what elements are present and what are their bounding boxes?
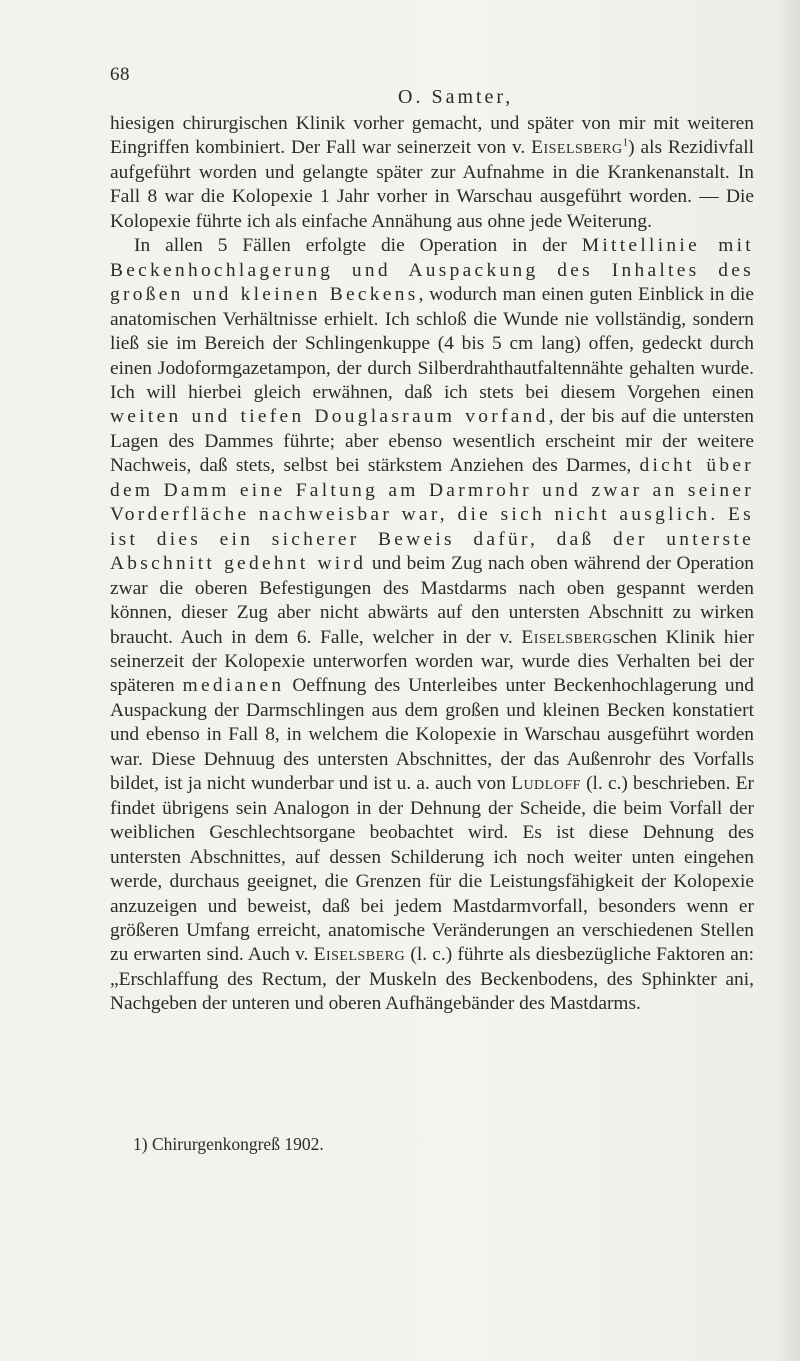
body-text — [110, 112, 754, 1017]
author-name-eiselsberg: Eiselsberg — [531, 137, 623, 159]
author-name-eiselsberg: Eiselsberg — [313, 944, 406, 966]
emphasis-text: dicht über dem Damm eine Faltung am Darmrohr und zwar an seiner Vorderfläche nachweisbar war, die sich nicht ausglich. Es ist dies ein sicherer Beweis dafür, daß der unterste Abschnitt gedehnt wird — [110, 455, 755, 575]
page-number: 68 — [110, 64, 130, 85]
footnote: 1) Chirurgenkongreß 1902. — [133, 1134, 324, 1154]
paragraph-2: In allen 5 Fällen erfolgte die Operation in der Mittellinie mit Beckenhochlagerung und Auspackung des Inhaltes des großen und kleinen Beckens, wodurch man einen guten Einblick in die anatomischen Verhältnisse erhielt. Ich schloß die Wunde nie vollständig, sondern ließ sie im Bereich der Schlingenkuppe (4 bis 5 cm lang) offen, gedeckt durch einen Jodoformgazetampon, der durch Silberdrahthautfaltennähte gehalten wurde. Ich will hierbei gleich erwähnen, daß ich stets bei diesem Vorgehen einen weiten und tiefen Douglasraum vorfand, der bis auf die untersten Lagen des Dammes führte; aber ebenso wesentlich erscheint mir der weitere Nachweis, daß stets, selbst bei stärkstem Anziehen des Darmes, dicht über dem Damm eine Faltung am Darmrohr und zwar an seiner Vorderfläche nachweisbar war, die sich nicht ausglich. Es ist dies ein sicherer Beweis dafür, daß der unterste Abschnitt gedehnt wird und beim Zug nach oben während der Operation zwar die oberen Befestigungen des Mastdarms nach oben gespannt werden können, dieser Zug aber nicht abwärts auf den untersten Abschnitt zu wirken braucht. Auch in dem 6. Falle, welcher in der v. Eiselsbergschen Klinik hier seinerzeit der Kolopexie unterworfen worden war, wurde dies Verhalten bei der späteren medianen Oeffnung des Unterleibes unter Beckenhochlagerung und Auspackung der Darmschlingen aus dem großen und kleinen Becken konstatiert und ebenso in Fall 8, in welchem die Kolopexie in Warschau ausgeführt worden war. Diese Dehnuug des untersten Abschnittes, der das Außenrohr des Vorfalls bildet, ist ja nicht wunderbar und ist u. a. auch von Ludloff (l. c.) beschrieben. Er findet übrigens sein Analogon in der Dehnung der Scheide, die beim Vorfall der weiblichen Geschlechtsorgane beobachtet wird. Es ist diese Dehnung des untersten Abschnittes, auf dessen Schilderung ich noch weiter unten eingehen werde, durchaus geeignet, die Grenzen für die Leistungsfähigkeit der Kolopexie anzuzeigen und beweist, daß bei jedem Mastdarmvorfall, besonders wenn er größeren Umfang erreicht, anatomische Veränderungen an verschiedenen Stellen zu erwarten sind. Auch v. Eiselsberg (l. c.) führte als diesbezügliche Faktoren an: „Erschlaffung des Rectum, der Muskeln des Beckenbodens, des Sphinkter ani, Nachgeben der unteren und oberen Aufhängebänder des Mastdarms. — [110, 235, 755, 1015]
author-name-ludloff: Ludloff — [511, 773, 581, 795]
paragraph-1: hiesigen chirurgischen Klinik vorher gemacht, und später von mir mit weiteren Eingriffen kombiniert. Der Fall war seinerzeit von v. Eiselsberg$^1$) als Rezidivfall aufgeführt worden und gelangte später zur Aufnahme in die Krankenanstalt. In Fall 8 war die Kolopexie 1 Jahr vorher in Warschau ausgeführt worden. — Die Kolopexie führte ich als einfache Annähung aus ohne jede Weiterung. — [110, 113, 755, 232]
footnote-marker: 1 — [622, 136, 629, 149]
author-name-eiselsberg: Eiselsberg — [521, 626, 613, 648]
emphasis-text: Mittellinie mit Beckenhochlagerung und Auspackung des Inhaltes des großen und kleinen Beckens — [110, 235, 754, 306]
page-header — [110, 64, 750, 108]
running-head-author: O. Samter, — [398, 86, 514, 108]
emphasis-text: weiten und tiefen Douglasraum vorfand — [110, 406, 549, 428]
emphasis-text: medianen — [182, 675, 285, 697]
